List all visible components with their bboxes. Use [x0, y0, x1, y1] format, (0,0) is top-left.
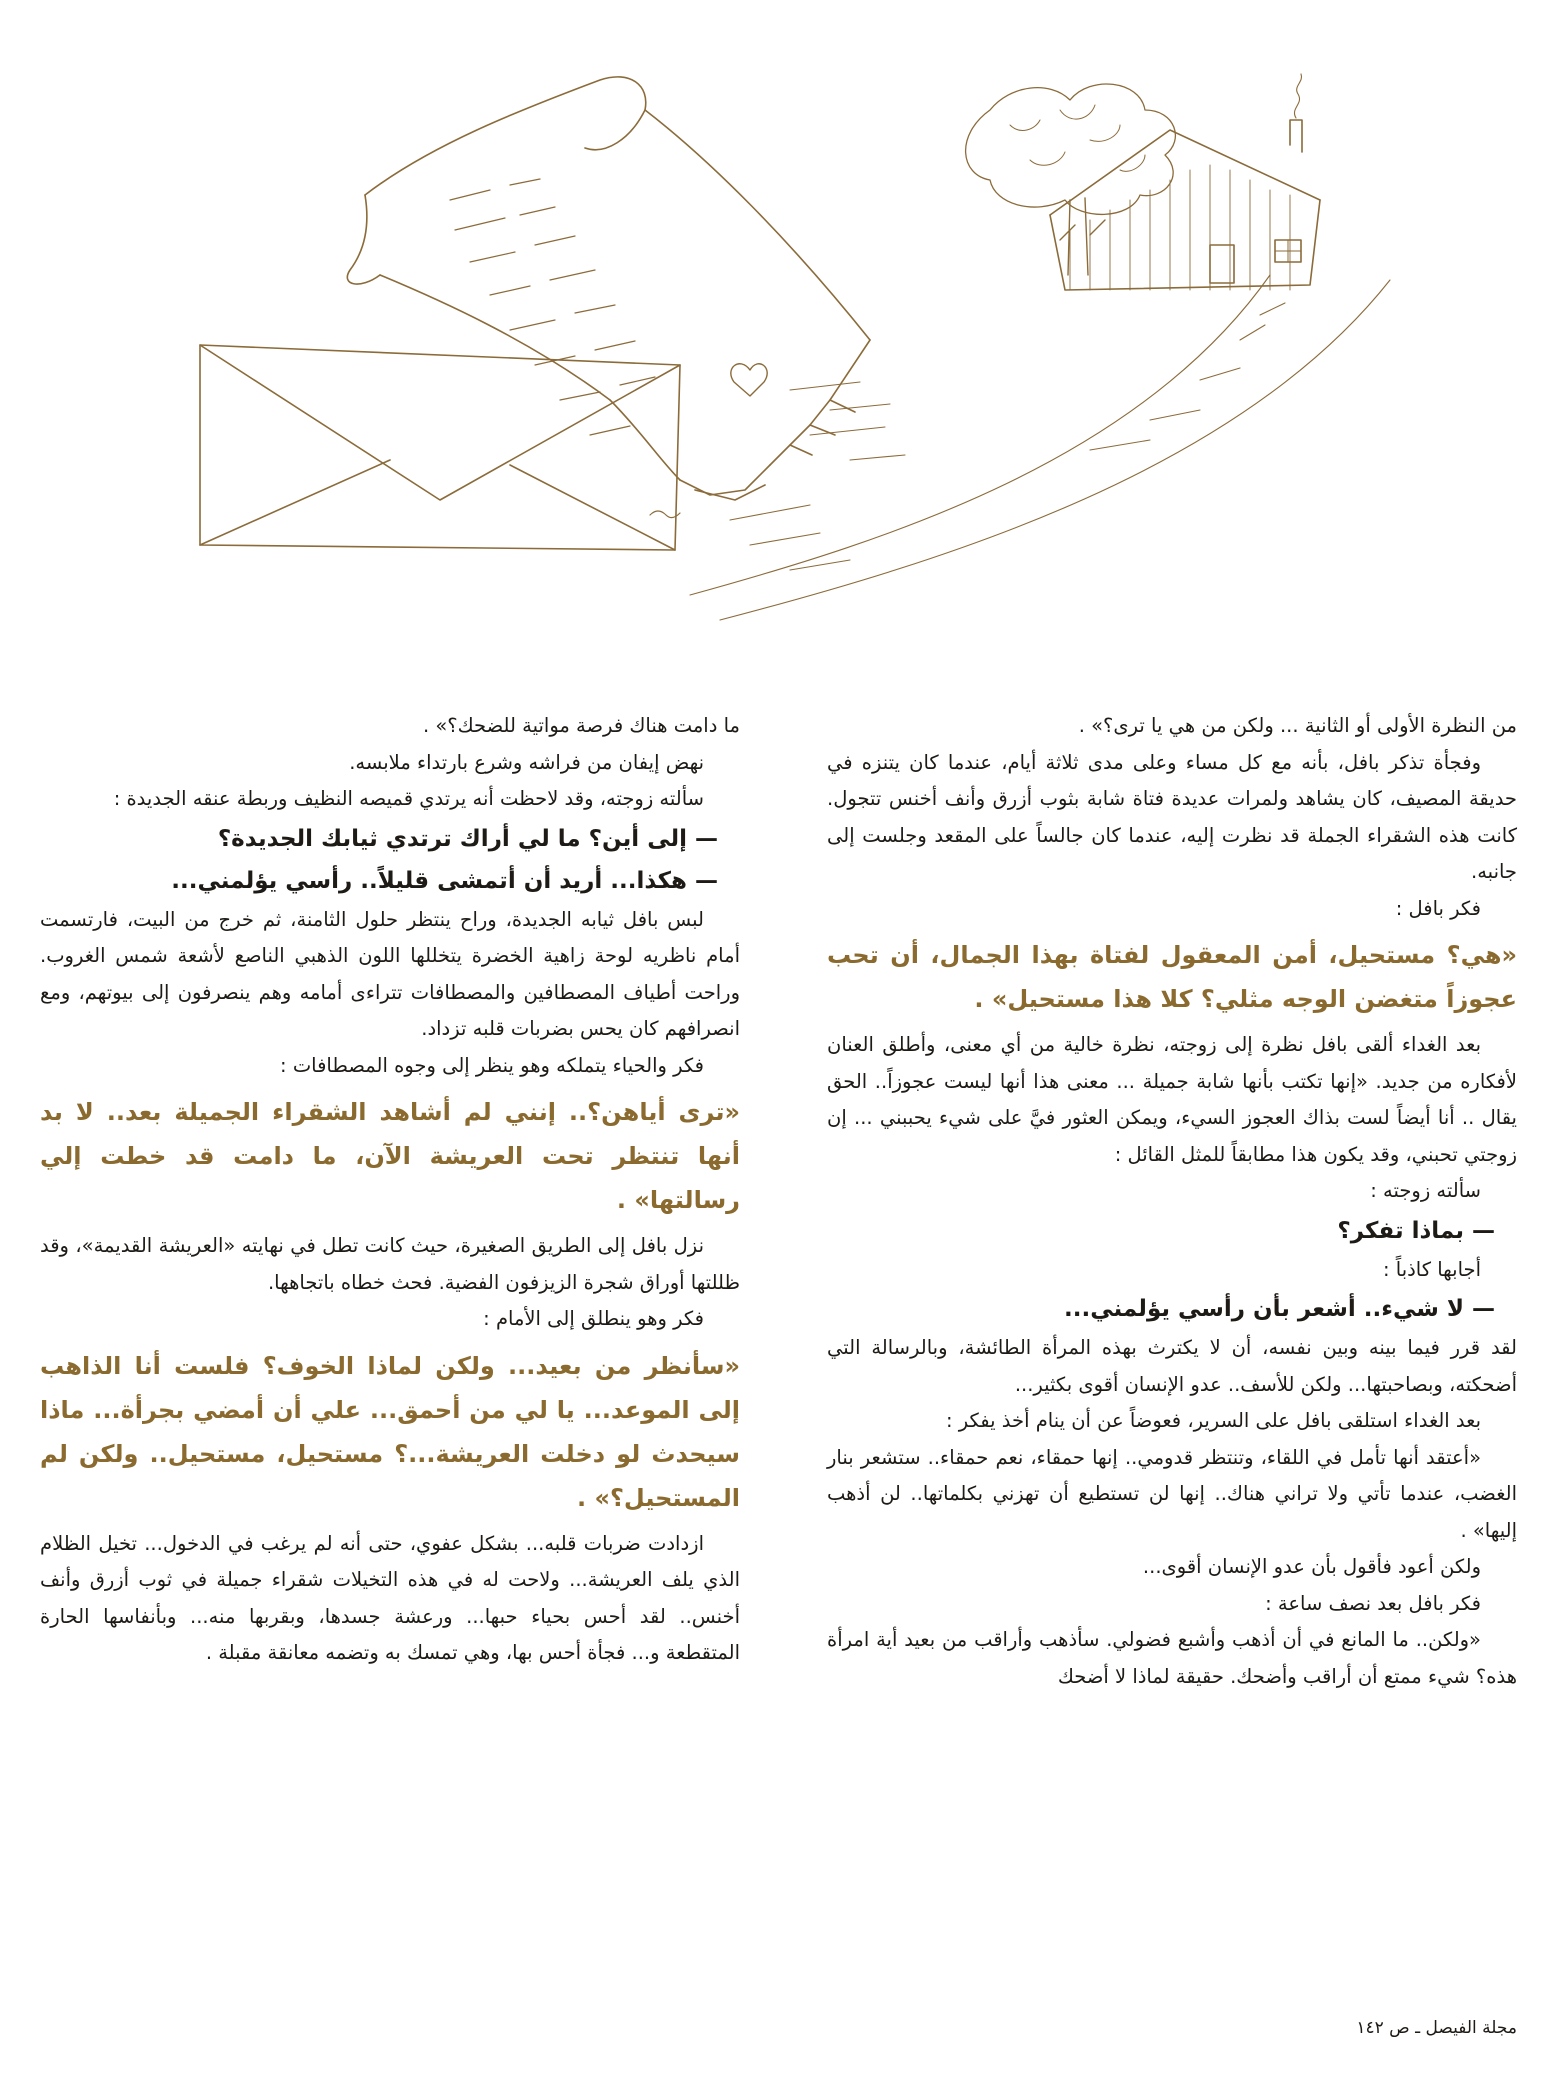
paragraph: — لا شيء.. أشعر بأن رأسي يؤلمني... — [1064, 1296, 1495, 1322]
left-column — [40, 708, 740, 1672]
paragraph: «سأنظر من بعيد... ولكن لماذا الخوف؟ فلست أنا الذاهب إلى الموعد... يا لي من أحمق... علي أن أمضي بجرأة... ماذا سيحدث لو دخلت العريشة...؟ مستحيل، مستحيل.. ولكن لم المستحيل؟» . — [40, 1351, 740, 1512]
paragraph: نزل بافل إلى الطريق الصغيرة، حيث كانت تطل في نهايته «العريشة القديمة»، وقد ظللتها أوراق شجرة الزيزفون الفضية. فحث خطاه باتجاهها. — [40, 1234, 740, 1294]
right-column — [827, 708, 1517, 1695]
paragraph: «هي؟ مستحيل، أمن المعقول لفتاة بهذا الجمال، أن تحب عجوزاً متغضن الوجه مثلي؟ كلا هذا مستحيل» . — [827, 941, 1517, 1013]
paragraph: بعد الغداء ألقى بافل نظرة إلى زوجته، نظرة خالية من أي معنى، وأطلق العنان لأفكاره من جديد. «إنها تكتب بأنها شابة جميلة ... معنى هذا أنها ليست عجوزاً.. الحق يقال .. أنا أيضاً لست بذاك العجوز السيء، ويمكن العثور فيَّ على شيء يحببني ... إن زوجتي تحبني، وقد يكون هذا مطابقاً للمثل القائل : — [827, 1033, 1517, 1166]
page-footer: مجلة الفيصل ـ ص ١٤٢ — [1356, 2018, 1517, 2038]
paragraph: نهض إيفان من فراشه وشرع بارتداء ملابسه. — [349, 750, 704, 774]
paragraph: فكر بافل بعد نصف ساعة : — [1265, 1591, 1481, 1615]
paragraph: فكر والحياء يتملكه وهو ينظر إلى وجوه المصطافات : — [280, 1053, 704, 1077]
paragraph: لبس بافل ثيابه الجديدة، وراح ينتظر حلول الثامنة، ثم خرج من البيت، فارتسمت أمام ناظريه لوحة زاهية الخضرة يتخللها اللون الذهبي الناصع لأشعة شمس الغروب. وراحت أطياف المصطافين والمصطافات تتراءى أمامه وهم ينصرفون إلى بيوتهم، ومع انصرافهم كان يحس بضربات قلبه تزداد. — [40, 907, 740, 1040]
paragraph: «أعتقد أنها تأمل في اللقاء، وتنتظر قدومي.. إنها حمقاء، نعم حمقاء.. ستشعر بنار الغضب، عندما تأتي ولا تراني هناك.. إنها لن تستطيع أن تهزني بكلماتها.. لن أذهب إليها» . — [827, 1445, 1517, 1542]
paragraph: بعد الغداء استلقى بافل على السرير، فعوضاً عن أن ينام أخذ يفكر : — [946, 1409, 1481, 1432]
paragraph: — هكذا... أريد أن أتمشى قليلاً.. رأسي يؤلمني... — [171, 867, 718, 894]
tree-drawing — [966, 84, 1176, 275]
paragraph: «ترى أياهن؟.. إنني لم أشاهد الشقراء الجميلة بعد.. لا بد أنها تنتظر تحت العريشة الآن، ما دامت قد خطت إلي رسالتها» . — [40, 1098, 740, 1214]
envelope-drawing — [200, 345, 680, 550]
paragraph: أجابها كاذباً : — [1382, 1257, 1481, 1281]
paragraph: ما دامت هناك فرصة مواتية للضحك؟» . — [422, 714, 740, 737]
paragraph: وفجأة تذكر بافل، بأنه مع كل مساء وعلى مدى ثلاثة أيام، عندما كان يتنزه في حديقة المصيف، كان يشاهد ولمرات عديدة فتاة شابة بثوب أزرق وأنف أخنس تتجول. كانت هذه الشقراء الجملة قد نظرت إليه، عندما كان جالساً على المقعد وجلست إلى جانبه. — [827, 750, 1517, 883]
paragraph: — إلى أين؟ ما لي أراك ترتدي ثيابك الجديدة؟ — [217, 825, 718, 852]
paragraph: ولكن أعود فأقول بأن عدو الإنسان أقوى... — [1142, 1555, 1481, 1578]
letter-scroll-drawing — [347, 77, 870, 500]
sketch-illustration — [190, 40, 1557, 650]
paragraph: سألته زوجته : — [1370, 1179, 1481, 1202]
paragraph: فكر بافل : — [1395, 896, 1481, 920]
paragraph: فكر وهو ينطلق إلى الأمام : — [483, 1307, 704, 1330]
paragraph: — بماذا تفكر؟ — [1337, 1217, 1495, 1244]
paragraph: لقد قرر فيما بينه وبين نفسه، أن لا يكترث بهذه المرأة الطائشة، وبالرسالة التي أضحكته، وبصاحبتها... ولكن للأسف.. عدو الإنسان أقوى بكثير... — [827, 1336, 1517, 1396]
paragraph: ازدادت ضربات قلبه... بشكل عفوي، حتى أنه لم يرغب في الدخول... تخيل الظلام الذي يلف العريشة... ولاحت له في هذه التخيلات شقراء جميلة في ثوب أزرق وأنف أخنس.. لقد أحس بحياء حبها... ورعشة جسدها، وبقربها منه... وبأنفاسها الحارة المتقطعة و... فجأة أحس بها، وهي تمسك به وتضمه معانقة مقبلة . — [40, 1531, 740, 1664]
paragraph: «ولكن.. ما المانع في أن أذهب وأشبع فضولي. سأذهب وأراقب من بعيد أية امرأة هذه؟ شيء ممتع أن أراقب وأضحك. حقيقة لماذا لا أضحك — [827, 1628, 1517, 1688]
house-drawing — [1050, 74, 1320, 290]
paragraph: من النظرة الأولى أو الثانية ... ولكن من هي يا ترى؟» . — [1078, 714, 1517, 737]
paragraph: سألته زوجته، وقد لاحظت أنه يرتدي قميصه النظيف وربطة عنقه الجديدة : — [113, 787, 704, 810]
